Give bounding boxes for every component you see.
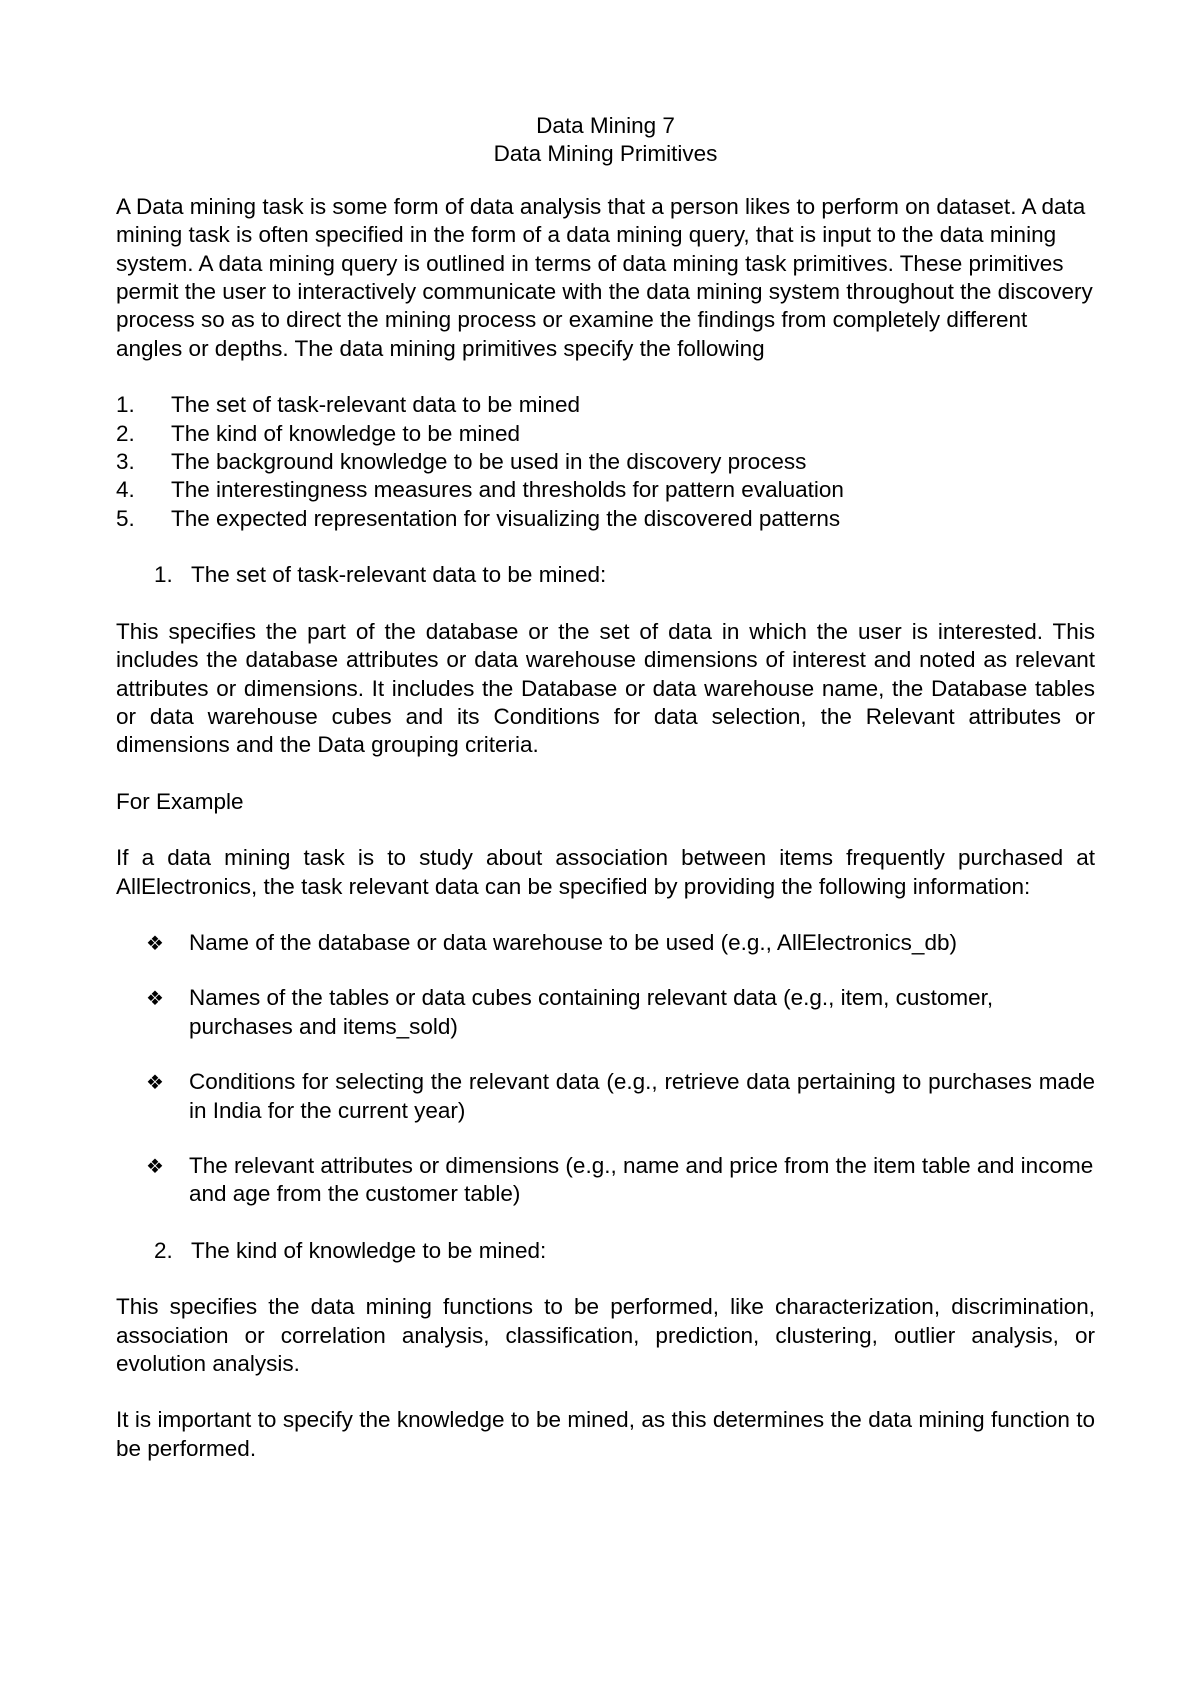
list-item xyxy=(116,1152,1095,1209)
document-subtitle: Data Mining Primitives xyxy=(493,141,718,167)
list-item-text: The interestingness measures and thresholds for pattern evaluation xyxy=(171,477,844,503)
diamond-bullet-icon: ❖ xyxy=(146,986,164,1011)
list-item-number: 2. xyxy=(116,420,135,446)
document-body xyxy=(116,112,1095,1463)
list-item xyxy=(116,476,1095,504)
list-item xyxy=(116,448,1095,476)
example-paragraph: If a data mining task is to study about association between items frequently purchased at AllElectronics, the task relevant data can be specified by providing the following information: xyxy=(116,845,1095,899)
list-item xyxy=(116,929,1095,957)
section-heading-text: The kind of knowledge to be mined: xyxy=(191,1237,547,1263)
example-bullet-list xyxy=(116,929,1095,1209)
diamond-bullet-icon: ❖ xyxy=(146,1153,164,1178)
list-item-number: 3. xyxy=(116,449,135,475)
diamond-bullet-icon: ❖ xyxy=(146,930,164,955)
bullet-text: Names of the tables or data cubes containing relevant data (e.g., item, customer, purchases and items_sold) xyxy=(189,985,994,1039)
list-item xyxy=(116,1068,1095,1125)
section-number: 2. xyxy=(154,1237,173,1263)
list-item-number: 4. xyxy=(116,477,135,503)
primitives-list xyxy=(116,391,1095,533)
intro-paragraph: A Data mining task is some form of data analysis that a person likes to perform on dataset. A data mining task is often specified in the form of a data mining query, that is input to the data mining system. A data mining query is outlined in terms of data mining task primitives. These primitives permit the user to interactively communicate with the data mining system throughout the discovery process so as to direct the mining process or examine the findings from completely different angles or depths. The data mining primitives specify the following xyxy=(116,193,1093,361)
bullet-text: The relevant attributes or dimensions (e.g., name and price from the item table and income and age from the customer table) xyxy=(189,1152,1094,1207)
bullet-text: Conditions for selecting the relevant data (e.g., retrieve data pertaining to purchases made in India for the current year) xyxy=(189,1069,1095,1123)
list-item-text: The expected representation for visualizing the discovered patterns xyxy=(171,505,841,531)
list-item-number: 1. xyxy=(116,392,135,418)
diamond-bullet-icon: ❖ xyxy=(146,1070,164,1095)
list-item-text: The kind of knowledge to be mined xyxy=(171,420,520,446)
section-heading-task-relevant-data xyxy=(116,561,1095,589)
list-item xyxy=(116,420,1095,448)
section2-paragraph-2: It is important to specify the knowledge to be mined, as this determines the data mining function to be performed. xyxy=(116,1407,1095,1461)
document-title: Data Mining 7 xyxy=(536,113,675,138)
list-item-text: The set of task-relevant data to be mined xyxy=(171,392,580,418)
section-heading-kind-of-knowledge xyxy=(116,1237,1095,1265)
list-item-number: 5. xyxy=(116,505,135,531)
list-item-text: The background knowledge to be used in the discovery process xyxy=(171,449,807,475)
list-item xyxy=(116,505,1095,533)
section2-paragraph: This specifies the data mining functions to be performed, like characterization, discrimination, association or correlation analysis, classification, prediction, clustering, outlier analysis, or evolution analysis. xyxy=(116,1294,1095,1376)
section1-paragraph: This specifies the part of the database or the set of data in which the user is interested. This includes the database attributes or data warehouse dimensions of interest and noted as relevant attributes or dimensions. It includes the Database or data warehouse name, the Database tables or data warehouse cubes and its Conditions for data selection, the Relevant attributes or dimensions and the Data grouping criteria. xyxy=(116,618,1095,758)
list-item xyxy=(116,391,1095,419)
bullet-text: Name of the database or data warehouse to be used (e.g., AllElectronics_db) xyxy=(189,929,957,955)
section-number: 1. xyxy=(154,562,173,588)
example-label: For Example xyxy=(116,788,244,814)
section-heading-text: The set of task-relevant data to be mined: xyxy=(191,562,607,588)
list-item xyxy=(116,984,1095,1041)
